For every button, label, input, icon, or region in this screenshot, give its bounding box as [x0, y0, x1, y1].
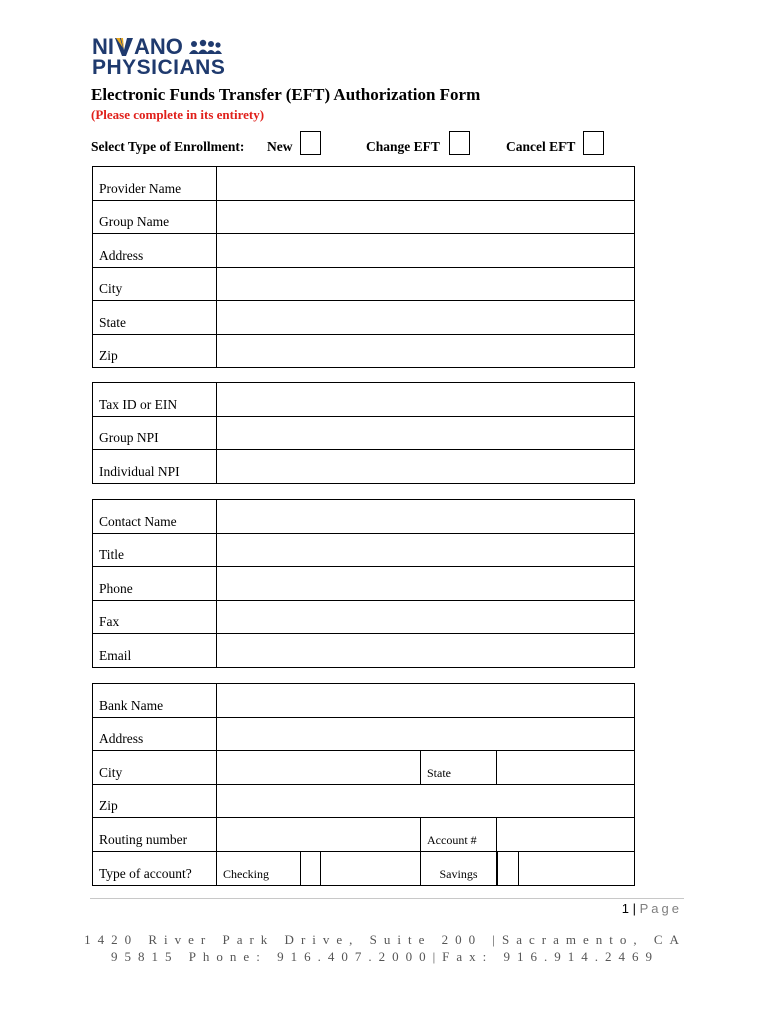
state-field[interactable] [217, 301, 635, 335]
fax-label: Fax [93, 600, 217, 634]
savings-label: Savings [421, 851, 497, 885]
group-name-field[interactable] [217, 200, 635, 234]
tax-id-label: Tax ID or EIN [93, 383, 217, 417]
table-row [93, 301, 635, 335]
checking-checkbox[interactable] [301, 851, 321, 885]
bank-address-field[interactable] [217, 717, 635, 751]
zip-field[interactable] [217, 334, 635, 368]
group-name-label: Group Name [93, 200, 217, 234]
table-row [93, 500, 635, 534]
phone-field[interactable] [217, 567, 635, 601]
table-row [93, 416, 635, 450]
page-number [622, 901, 682, 916]
email-field[interactable] [217, 634, 635, 668]
enroll-new-label: New [267, 139, 293, 154]
bank-name-field[interactable] [217, 684, 635, 718]
table-row [93, 818, 635, 852]
address-field[interactable] [217, 234, 635, 268]
table-row [93, 634, 635, 668]
table-row [93, 684, 635, 718]
state-label: State [93, 301, 217, 335]
fax-field[interactable] [217, 600, 635, 634]
enroll-cancel-label: Cancel EFT [506, 139, 576, 154]
title-field[interactable] [217, 533, 635, 567]
table-row [93, 167, 635, 201]
id-table [92, 382, 635, 484]
bank-state-label: State [421, 751, 497, 785]
table-row [93, 784, 635, 818]
nivano-logo [92, 34, 252, 82]
bank-table [92, 683, 635, 886]
table-row [93, 751, 635, 785]
table-row [93, 717, 635, 751]
city-field[interactable] [217, 267, 635, 301]
provider-table [92, 166, 635, 368]
routing-field[interactable] [217, 818, 421, 852]
zip-label: Zip [93, 334, 217, 368]
contact-table [92, 499, 635, 668]
savings-label-left [321, 851, 421, 885]
logo-text-bottom: PHYSICIANS [92, 56, 226, 79]
table-row [93, 567, 635, 601]
account-field[interactable] [497, 818, 635, 852]
city-label: City [93, 267, 217, 301]
table-row [93, 600, 635, 634]
bank-city-field[interactable] [217, 751, 421, 785]
enroll-new-checkbox[interactable] [300, 131, 321, 155]
enroll-change-checkbox[interactable] [449, 131, 470, 155]
enrollment-label: Select Type of Enrollment: [91, 139, 245, 154]
enroll-cancel-checkbox[interactable] [583, 131, 604, 155]
logo-text-top: NI ANO [92, 34, 223, 60]
account-label: Account # [421, 818, 497, 852]
title-label: Title [93, 533, 217, 567]
footer-address-line2: 95815 Phone: 916.407.2000|Fax: 916.914.2469 [110, 949, 660, 964]
footer-address-line1: 1420 River Park Drive, Suite 200 |Sacramento, CA [84, 932, 686, 947]
table-row [93, 200, 635, 234]
savings-cell [497, 851, 635, 885]
individual-npi-label: Individual NPI [93, 450, 217, 484]
bank-city-label: City [93, 751, 217, 785]
tax-id-field[interactable] [217, 383, 635, 417]
contact-name-label: Contact Name [93, 500, 217, 534]
footer-divider [90, 898, 684, 899]
bank-name-label: Bank Name [93, 684, 217, 718]
page-number-value: 1 [621, 901, 629, 916]
people-icon [189, 39, 223, 55]
bank-state-field[interactable] [497, 751, 635, 785]
table-row [93, 851, 635, 885]
bank-address-label: Address [93, 717, 217, 751]
checking-label: Checking [217, 851, 301, 885]
bank-zip-label: Zip [93, 784, 217, 818]
group-npi-field[interactable] [217, 416, 635, 450]
table-row [93, 334, 635, 368]
page-separator: | [632, 901, 636, 916]
routing-label: Routing number [93, 818, 217, 852]
individual-npi-field[interactable] [217, 450, 635, 484]
address-label: Address [93, 234, 217, 268]
table-row [93, 450, 635, 484]
provider-name-label: Provider Name [93, 167, 217, 201]
bank-zip-field[interactable] [217, 784, 635, 818]
provider-name-field[interactable] [217, 167, 635, 201]
table-row [93, 234, 635, 268]
table-row [93, 383, 635, 417]
email-label: Email [93, 634, 217, 668]
form-title: Electronic Funds Transfer (EFT) Authorization Form [91, 85, 481, 104]
logo-v-mark-icon [115, 36, 133, 58]
contact-name-field[interactable] [217, 500, 635, 534]
account-type-label: Type of account? [93, 851, 217, 885]
enroll-change-label: Change EFT [366, 139, 440, 154]
table-row [93, 267, 635, 301]
table-row [93, 533, 635, 567]
savings-checkbox[interactable] [497, 852, 519, 885]
page-word: Page [639, 901, 682, 916]
phone-label: Phone [93, 567, 217, 601]
group-npi-label: Group NPI [93, 416, 217, 450]
form-subtitle: (Please complete in its entirety) [91, 107, 265, 122]
